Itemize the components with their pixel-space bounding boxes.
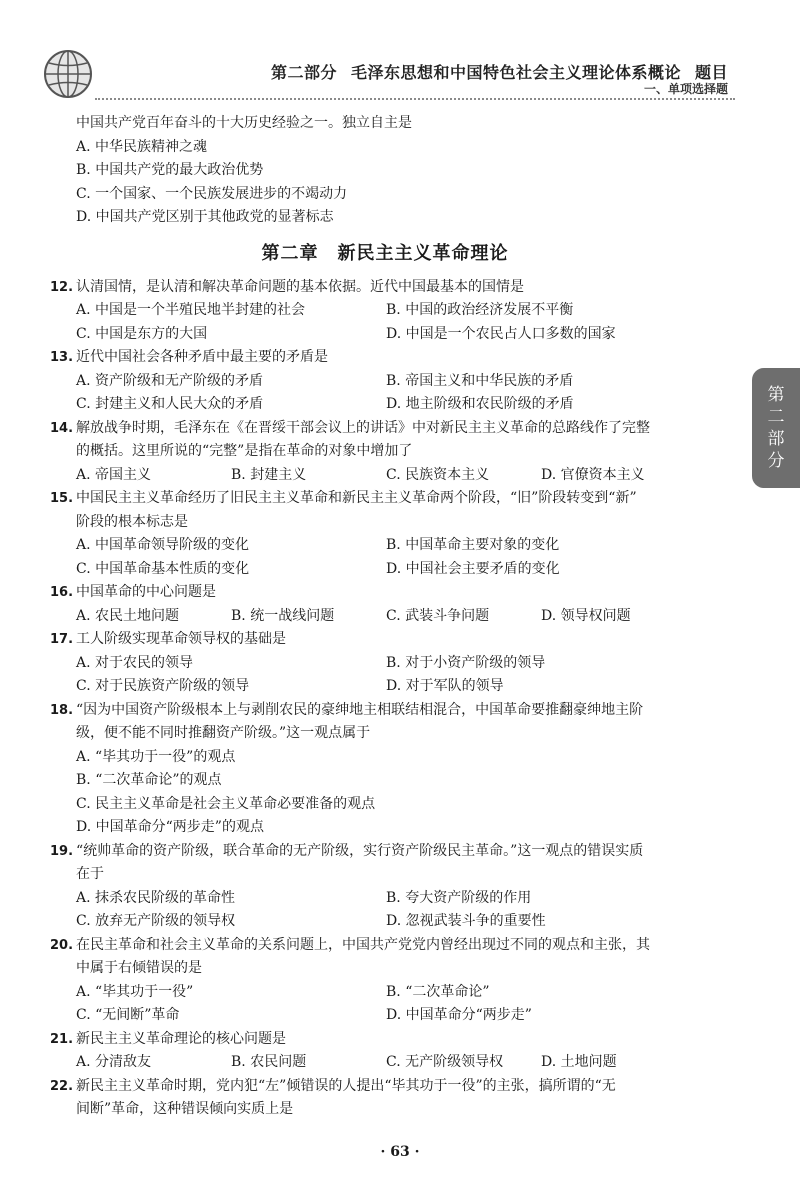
question-number: 20. — [50, 937, 74, 953]
side-tab-label: 第二部分 — [767, 385, 785, 471]
option: C. 放弃无产阶级的领导权 — [76, 913, 236, 929]
option: D. 中国社会主要矛盾的变化 — [386, 560, 560, 577]
question-stem: 认清国情，是认清和解决革命问题的基本依据。近代中国最基本的国情是 — [76, 278, 524, 295]
side-tab — [752, 368, 800, 488]
option: D. 忽视武装斗争的重要性 — [386, 913, 546, 929]
page-number: · 63 · — [380, 1144, 420, 1160]
option: A. 资产阶级和无产阶级的矛盾 — [76, 372, 264, 389]
question-stem: “因为中国资产阶级根本上与剥削农民的豪绅地主相联结相混合，中国革命要推翻豪绅地主阶 — [76, 701, 644, 718]
option: D. 中国是一个农民占人口多数的国家 — [386, 325, 616, 342]
question-number: 22. — [50, 1078, 74, 1094]
question-stem: 中国共产党百年奋斗的十大历史经验之一。独立自主是 — [76, 115, 412, 131]
option: B. 中国革命主要对象的变化 — [386, 537, 560, 553]
chapter-title: 第二章 新民主主义革命理论 — [261, 242, 509, 264]
question-prev — [50, 112, 720, 230]
option: B. “二次革命论”的观点 — [76, 772, 222, 788]
option: D. 官僚资本主义 — [541, 466, 645, 483]
question-number: 21. — [50, 1031, 74, 1047]
question-stem: 在民主革命和社会主义革命的关系问题上，中国共产党党内曾经出现过不同的观点和主张，其 — [76, 936, 650, 953]
question-18 — [50, 699, 720, 840]
option: D. 中国革命分“两步走”的观点 — [76, 819, 264, 835]
option: D. 对于军队的领导 — [386, 678, 504, 694]
question-number: 12. — [50, 279, 74, 295]
option: B. 对于小资产阶级的领导 — [386, 654, 546, 671]
option: A. “毕其功于一役” — [76, 983, 194, 1000]
option: A. 帝国主义 — [76, 466, 152, 483]
question-12 — [50, 276, 720, 347]
option: A. 对于农民的领导 — [76, 654, 194, 671]
option: D. 领导权问题 — [541, 607, 631, 624]
option: C. 民主主义革命是社会主义革命必要准备的观点 — [76, 795, 376, 812]
option: D. 中国革命分“两步走” — [386, 1007, 532, 1023]
option: A. 中国是一个半殖民地半封建的社会 — [76, 302, 306, 318]
question-stem-cont: 在于 — [76, 866, 104, 882]
question-16 — [50, 581, 720, 628]
option: B. 中国共产党的最大政治优势 — [76, 162, 264, 178]
header-section: 题目 — [694, 63, 728, 82]
option: A. 分清敌友 — [76, 1054, 152, 1070]
question-number: 15. — [50, 491, 74, 506]
question-14 — [50, 417, 720, 488]
option: C. 中国是东方的大国 — [76, 325, 208, 342]
option: D. 中国共产党区别于其他政党的显著标志 — [76, 209, 334, 225]
option: A. 中国革命领导阶级的变化 — [76, 537, 250, 553]
question-20 — [50, 934, 720, 1028]
question-13 — [50, 346, 720, 417]
option: B. 中国的政治经济发展不平衡 — [386, 302, 574, 318]
header-part: 第二部分 — [270, 63, 337, 82]
page-content — [50, 112, 720, 1122]
option: D. 地主阶级和农民阶级的矛盾 — [386, 396, 574, 412]
question-22 — [50, 1075, 720, 1122]
question-stem: “统帅革命的资产阶级，联合革命的无产阶级，实行资产阶级民主革命。”这一观点的错误实质 — [76, 842, 644, 859]
option: B. 统一战线问题 — [231, 607, 335, 624]
question-stem-cont: 的概括。这里所说的“完整”是指在革命的对象中增加了 — [76, 443, 413, 459]
option: B. “二次革命论” — [386, 983, 490, 1000]
option: C. 封建主义和人民大众的矛盾 — [76, 396, 264, 412]
option: B. 农民问题 — [231, 1054, 307, 1070]
option: C. 对于民族资产阶级的领导 — [76, 678, 250, 694]
option: C. 民族资本主义 — [386, 466, 490, 483]
option: C. 无产阶级领导权 — [386, 1054, 504, 1070]
question-stem: 新民主主义革命理论的核心问题是 — [76, 1030, 286, 1047]
question-17 — [50, 628, 720, 699]
option: C. “无间断”革命 — [76, 1007, 180, 1023]
option: A. 中华民族精神之魂 — [76, 138, 208, 155]
header-title: 毛泽东思想和中国特色社会主义理论体系概论 — [350, 63, 681, 82]
question-stem: 中国民主主义革命经历了旧民主主义革命和新民主主义革命两个阶段，“旧”阶段转变到“新” — [76, 490, 637, 506]
question-number: 18. — [50, 702, 74, 718]
option: D. 土地问题 — [541, 1054, 617, 1070]
header-divider — [95, 98, 735, 100]
question-stem: 中国革命的中心问题是 — [76, 584, 216, 600]
option: C. 武装斗争问题 — [386, 607, 490, 624]
question-stem: 工人阶级实现革命领导权的基础是 — [76, 631, 286, 647]
question-stem-cont: 间断”革命，这种错误倾向实质上是 — [76, 1101, 294, 1117]
question-stem-cont: 阶段的根本标志是 — [76, 513, 188, 530]
header-subtitle: 一、单项选择题 — [643, 82, 728, 96]
question-stem: 解放战争时期，毛泽东在《在晋绥干部会议上的讲话》中对新民主主义革命的总路线作了完整 — [76, 419, 650, 436]
question-stem-cont: 级，便不能不同时推翻资产阶级。”这一观点属于 — [76, 725, 371, 741]
question-stem-cont: 中属于右倾错误的是 — [76, 960, 202, 976]
option: A. 农民土地问题 — [76, 607, 180, 624]
question-15 — [50, 487, 720, 581]
question-number: 16. — [50, 585, 74, 600]
question-stem: 新民主主义革命时期，党内犯“左”倾错误的人提出“毕其功于一役”的主张，搞所谓的“无 — [76, 1077, 616, 1094]
option: A. 抹杀农民阶级的革命性 — [76, 889, 236, 906]
question-21 — [50, 1028, 720, 1075]
option: B. 夸大资产阶级的作用 — [386, 889, 532, 906]
option: C. 一个国家、一个民族发展进步的不竭动力 — [76, 185, 348, 202]
question-number: 13. — [50, 350, 74, 365]
option: A. “毕其功于一役”的观点 — [76, 748, 236, 765]
option: B. 封建主义 — [231, 466, 307, 483]
option: B. 帝国主义和中华民族的矛盾 — [386, 372, 574, 389]
question-stem: 近代中国社会各种矛盾中最主要的矛盾是 — [76, 349, 328, 365]
option: C. 中国革命基本性质的变化 — [76, 560, 250, 577]
question-number: 19. — [50, 843, 74, 859]
globe-logo-icon — [42, 48, 94, 100]
question-number: 14. — [50, 420, 74, 436]
question-number: 17. — [50, 632, 74, 647]
question-19 — [50, 840, 720, 934]
